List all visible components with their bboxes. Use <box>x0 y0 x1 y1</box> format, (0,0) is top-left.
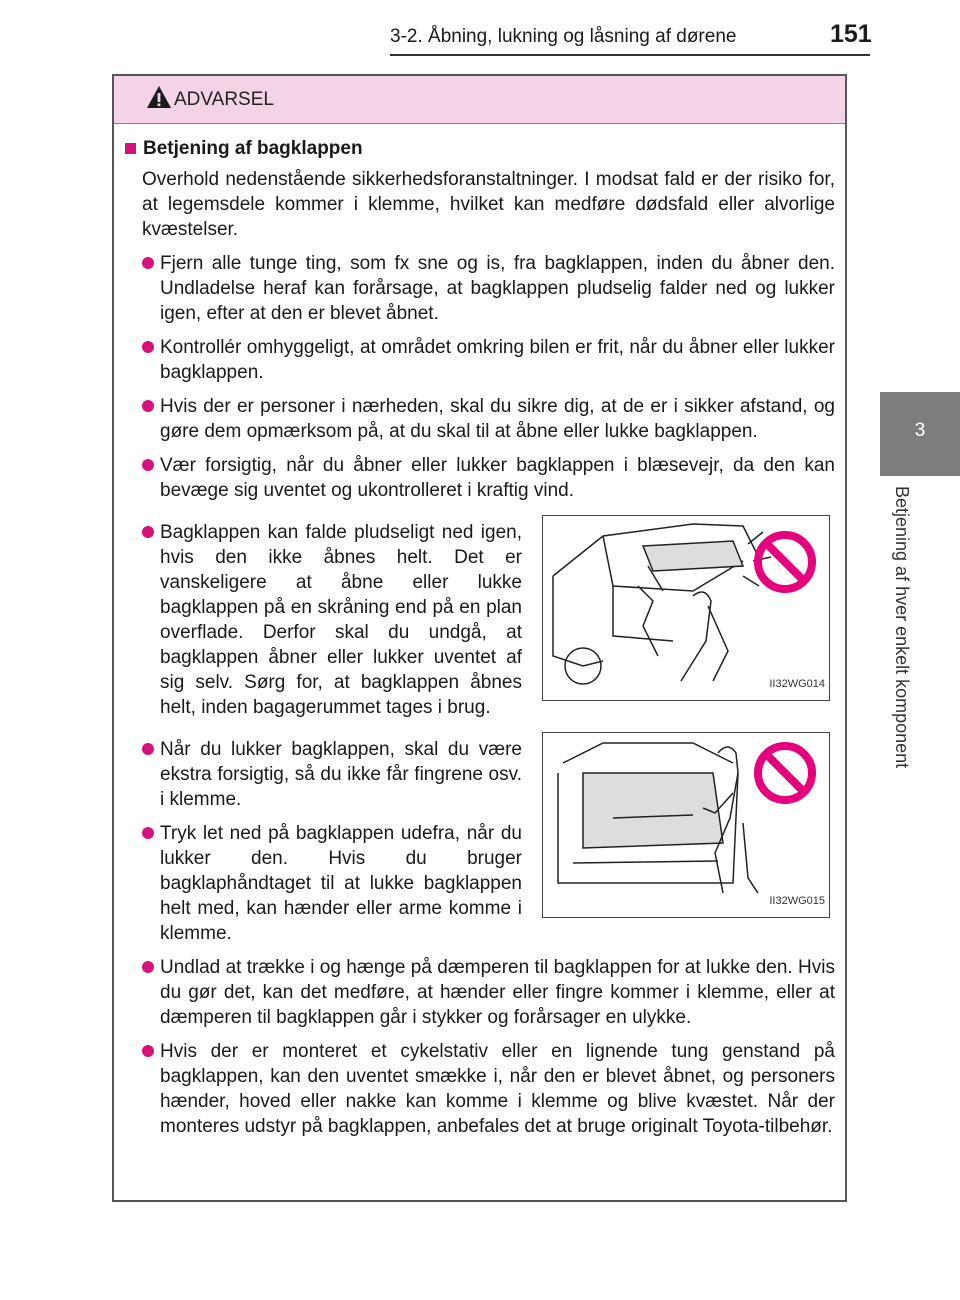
warning-box <box>112 74 847 1202</box>
bullet-item: Vær forsigtig, når du åbner eller lukker bagklappen i blæsevejr, da den kan bevæge sig uventet og ukontrolleret i kraftig vind. <box>122 453 835 503</box>
bullet-item: Undlad at trække i og hænge på dæmperen til bagklappen for at lukke den. Hvis du gør det, kan det medføre, at hænder eller fingre kommer i klemme, eller at dæmperen til bagklappen går i stykker og forårsager en ulykke. <box>122 955 835 1030</box>
figure-caption: II32WG014 <box>769 678 825 690</box>
bullet-dot-icon <box>142 400 154 412</box>
chapter-tab <box>880 392 960 476</box>
bullet-dot-icon <box>142 827 154 839</box>
illustration-open-tailgate <box>542 515 830 701</box>
warning-triangle-icon <box>146 85 172 109</box>
prohibition-icon <box>753 741 817 805</box>
header-rule <box>390 54 870 56</box>
subheading <box>122 136 835 161</box>
bullet-dot-icon <box>142 526 154 538</box>
chapter-number: 3 <box>914 420 926 441</box>
bullet-item: Når du lukker bagklappen, skal du være ekstra forsigtig, så du ikke får fingrene osv. i klemme. <box>122 737 522 812</box>
bullet-item: Tryk let ned på bagklappen udefra, når du lukker den. Hvis du bruger bagklaphåndtaget til at lukke bagklappen helt med, kan hænder eller arme komme i klemme. <box>122 821 522 946</box>
chapter-title-vertical <box>888 486 928 846</box>
bullet-dot-icon <box>142 341 154 353</box>
bullet-dot-icon <box>142 1045 154 1057</box>
bullet-item: Hvis der er personer i nærheden, skal du sikre dig, at de er i sikker afstand, og gøre dem opmærksom på, at du skal til at åbne eller lukke bagklappen. <box>122 394 835 444</box>
section-title: 3-2. Åbning, lukning og låsning af dørene <box>390 26 737 47</box>
chapter-title: Betjening af hver enkelt komponent <box>892 486 912 769</box>
bullet-item: Kontrollér omhyggeligt, at området omkring bilen er frit, når du åbner eller lukker bagklappen. <box>122 335 835 385</box>
figure-caption: II32WG015 <box>769 895 825 907</box>
bullet-dot-icon <box>142 459 154 471</box>
prohibition-icon <box>753 530 817 594</box>
page-number: 151 <box>830 20 872 48</box>
bullet-dot-icon <box>142 257 154 269</box>
illustration-closing-tailgate <box>542 732 830 918</box>
square-bullet-icon <box>125 143 136 154</box>
warning-header <box>114 76 845 124</box>
figure-row-2 <box>122 728 835 946</box>
warning-title: ADVARSEL <box>174 89 274 110</box>
bullet-item: Bagklappen kan falde pludseligt ned igen, hvis den ikke åbnes helt. Det er vanskeligere at åbne eller lukke bagklappen på en skråning end på en plan overflade. Derfor skal du undgå, at bagklappen åbner eller lukker uventet af sig selv. Sørg for, at bagklappen åbnes helt, inden bagagerummet tages i brug. <box>122 520 522 720</box>
bullet-dot-icon <box>142 961 154 973</box>
subheading-text: Betjening af bagklappen <box>143 138 363 159</box>
page-header <box>390 22 910 58</box>
bullet-item: Fjern alle tunge ting, som fx sne og is, fra bagklappen, inden du åbner den. Undladelse heraf kan forårsage, at bagklappen pludselig falder ned og lukker igen, efter at den er blevet åbnet. <box>122 251 835 326</box>
figure-row-1 <box>122 511 835 720</box>
intro-text: Overhold nedenstående sikkerhedsforanstaltninger. I modsat fald er der risiko for, at legemsdele kommer i klemme, hvilket kan medføre dødsfald eller alvorlige kvæstelser. <box>142 169 835 240</box>
bullet-item: Hvis der er monteret et cykelstativ eller en lignende tung genstand på bagklappen, kan den uventet smække i, når den er blevet åbnet, og personers hænder, hoved eller nakke kan komme i klemme og blive kvæstet. Når der monteres udstyr på bagklappen, anbefales det at bruge originalt Toyota-tilbehør. <box>122 1039 835 1139</box>
warning-content <box>114 124 845 1139</box>
bullet-dot-icon <box>142 743 154 755</box>
